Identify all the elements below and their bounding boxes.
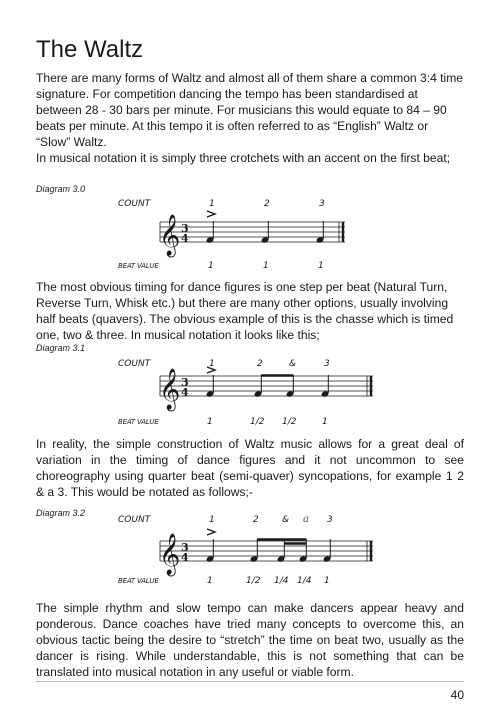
count-a: a: [303, 514, 309, 525]
count-label: COUNT: [118, 359, 151, 369]
beat-value-4: 1/4: [297, 576, 312, 586]
treble-clef-icon: 𝄞: [159, 534, 181, 575]
count-and: &: [289, 359, 297, 369]
footer-divider: [36, 681, 464, 682]
count-2: 2: [257, 359, 263, 369]
beat-value-1: 1: [207, 576, 213, 586]
count-1: 1: [209, 515, 215, 525]
paragraph-intro: There are many forms of Waltz and almost all of them share a common 3:4 time signature. For competition dancing the tempo has been standardised at between 28 - 30 bars per minute. For musicians this would equate to 84 – 90 beats per minute. At this tempo it is often referred to as “English” Waltz or “Slow” Waltz.: [36, 71, 464, 149]
beat-value-1: 1: [208, 261, 214, 271]
paragraph-rhythm: The simple rhythm and slow tempo can make dancers appear heavy and ponderous. Dance coaches have tried many concepts to overcome this, an obvious tactic being the desire to “stretch” the time on beat two, usually as the dancer is rising. While understandable, this is not something that can be translated into musical notation in any useful or viable form.: [36, 601, 464, 679]
time-signature-top: 3: [181, 376, 189, 389]
count-label: COUNT: [118, 515, 151, 525]
beat-value-5: 1: [324, 576, 330, 586]
count-2: 2: [253, 515, 259, 525]
treble-clef-icon: 𝄞: [159, 369, 181, 410]
diagram-3-1: [0, 352, 500, 434]
diagram-3-0-label: Diagram 3.0: [36, 184, 86, 194]
beat-value-label: BEAT VALUE: [118, 418, 159, 426]
accent-mark: [207, 529, 215, 535]
time-signature-bottom: 4: [181, 232, 189, 245]
beat-value-label: BEAT VALUE: [118, 262, 159, 270]
beat-value-2: 1: [263, 261, 269, 271]
beat-value-1: 1: [207, 417, 213, 427]
count-1: 1: [209, 199, 215, 209]
page-title: The Waltz: [36, 36, 144, 63]
time-signature-bottom: 4: [181, 551, 189, 564]
treble-clef-icon: 𝄞: [159, 215, 181, 256]
diagram-3-0: [0, 190, 500, 282]
diagram-3-2: [0, 508, 500, 592]
accent-mark: [207, 211, 215, 217]
count-3: 3: [324, 359, 330, 369]
count-label: COUNT: [118, 199, 151, 209]
time-signature-top: 3: [181, 222, 189, 235]
paragraph-notation: In musical notation it is simply three crotchets with an accent on the first beat;: [36, 151, 451, 165]
beat-value-label: BEAT VALUE: [118, 577, 159, 585]
count-3: 3: [327, 515, 333, 525]
staff: [160, 376, 373, 396]
diagram-3-1-label: Diagram 3.1: [36, 343, 86, 353]
beat-value-3: 1/4: [274, 576, 289, 586]
beat-value-3: 1/2: [282, 417, 297, 427]
count-3: 3: [319, 199, 325, 209]
beat-value-2: 1/2: [246, 576, 261, 586]
count-2: 2: [264, 199, 270, 209]
count-and: &: [282, 515, 290, 525]
time-signature-bottom: 4: [181, 386, 189, 399]
staff: [160, 541, 373, 561]
beat-value-2: 1/2: [250, 417, 265, 427]
page-number: 40: [450, 688, 464, 702]
diagram-3-2-label: Diagram 3.2: [36, 508, 86, 518]
beat-value-4: 1: [322, 417, 328, 427]
count-1: 1: [209, 359, 215, 369]
paragraph-variation: In reality, the simple construction of Waltz music allows for a great deal of variation in the timing of dance figures and it not uncommon to see choreography using quarter beat (semi-quaver) syncopations, for example 1 2 & a 3. This would be notated as follows;-: [36, 437, 464, 499]
time-signature-top: 3: [181, 541, 189, 554]
paragraph-timing: The most obvious timing for dance figures is one step per beat (Natural Turn, Reverse Turn, Whisk etc.) but there are many other options, usually involving half beats (quavers). The obvious example of this is the chasse which is timed one, two & three. In musical notation it looks like this;: [36, 280, 454, 342]
beat-value-3: 1: [318, 261, 324, 271]
